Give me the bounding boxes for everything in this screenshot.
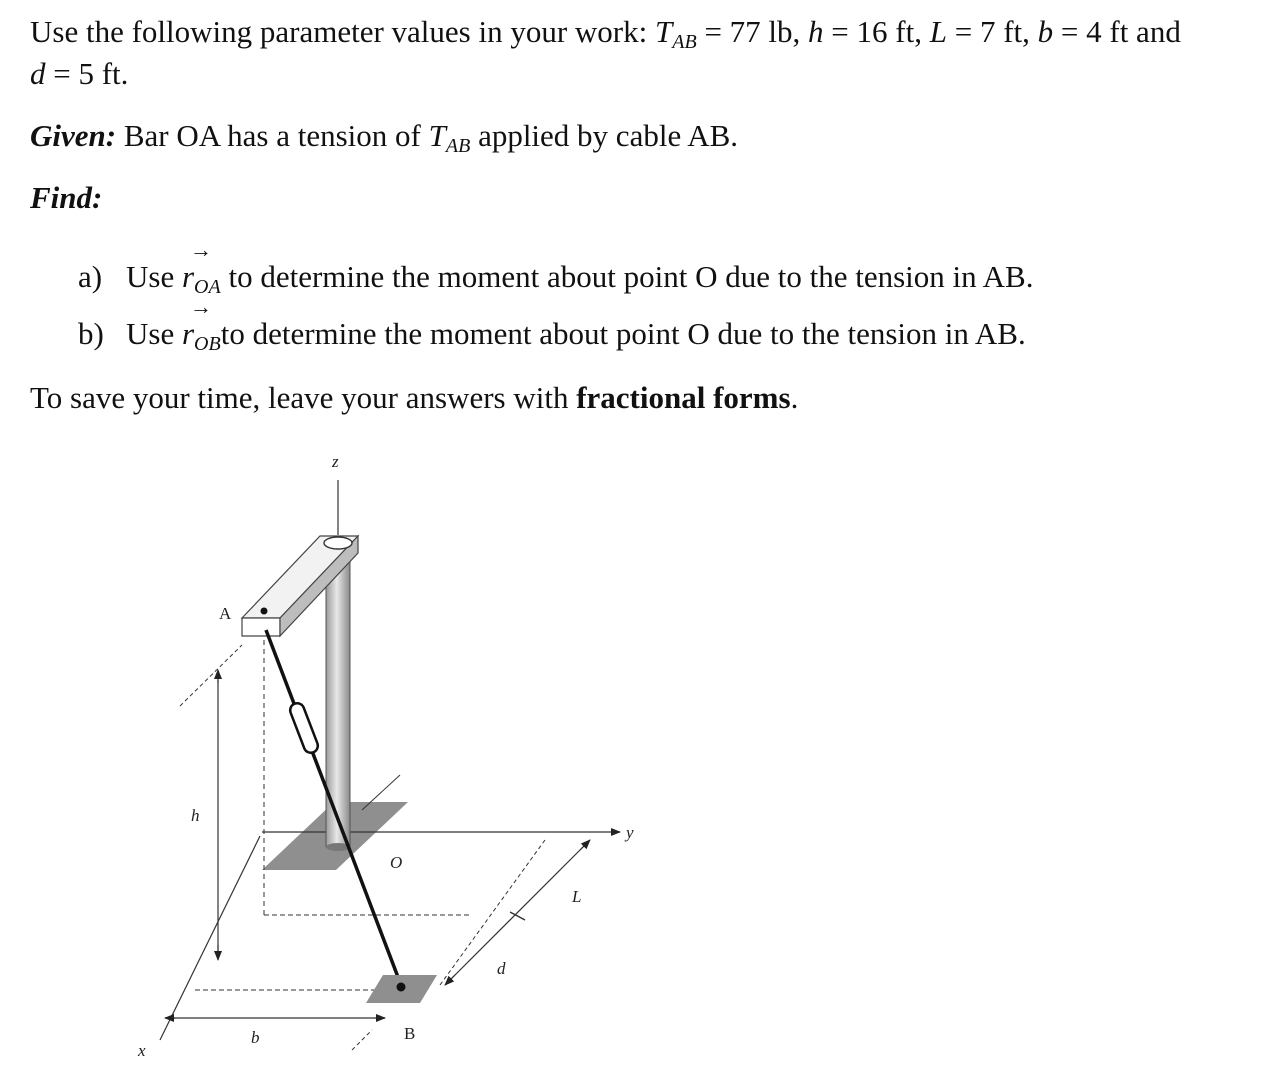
note-text-after: . (790, 380, 799, 415)
given-t-symbol: T (428, 118, 446, 153)
turnbuckle (288, 701, 320, 755)
given-t-subscript: AB (445, 135, 471, 157)
b-value: = 4 ft and (1053, 14, 1181, 49)
vertical-pole (326, 555, 350, 847)
b-symbol: b (1037, 14, 1054, 49)
d-symbol: d (30, 56, 46, 91)
point-b-dot (397, 983, 406, 992)
t-subscript: AB (672, 31, 697, 53)
t-symbol: T (655, 14, 673, 49)
item-b-prefix: Use (126, 316, 182, 351)
point-o-label: O (390, 853, 403, 872)
vector-arrow-icon: → (189, 294, 212, 319)
given-text-before: Bar OA has a tension of (116, 118, 429, 153)
given-label: Given: (30, 118, 117, 153)
y-axis-label: y (626, 823, 634, 842)
ground-dashed-diagonal (440, 840, 545, 985)
point-a-dot (261, 608, 268, 615)
vector-subscript-ob: OB (194, 333, 221, 355)
l-symbol: L (929, 14, 947, 49)
d-label: d (497, 959, 506, 978)
note-text-before: To save your time, leave your answers with (30, 380, 577, 415)
vector-r: r (181, 259, 195, 294)
vector-subscript-oa: OA (194, 276, 221, 298)
z-axis-label: z (332, 452, 339, 471)
x-axis (160, 836, 260, 1040)
h-symbol: h (808, 14, 824, 49)
t-value: = 77 lb, (696, 14, 809, 49)
h-extension-dashed (180, 645, 242, 706)
parameters-intro: Use the following parameter values in your work: (30, 14, 655, 49)
vector-arrow-icon: → (189, 237, 212, 262)
h-value: = 16 ft, (823, 14, 930, 49)
x-axis-label: x (138, 1041, 146, 1060)
find-label: Find: (30, 180, 103, 215)
l-dimension-line (445, 840, 590, 985)
pole-cap (324, 537, 352, 549)
bar-end-face (242, 618, 280, 636)
b-label: b (251, 1028, 260, 1047)
l-label: L (572, 887, 582, 906)
d-value: = 5 ft. (45, 56, 129, 91)
item-a-text: to determine the moment about point O due to the tension in AB. (220, 259, 1034, 294)
point-b-label: B (404, 1024, 416, 1043)
item-b-text: to determine the moment about point O due to the tension in AB. (220, 316, 1026, 351)
item-a-label: a) (78, 259, 103, 294)
item-a-prefix: Use (126, 259, 182, 294)
given-text-after: applied by cable AB. (470, 118, 739, 153)
point-a-label: A (219, 604, 232, 623)
vector-r: r (181, 316, 195, 351)
note-bold-text: fractional forms (576, 380, 791, 415)
b-extension-dashed (352, 1030, 372, 1050)
l-value: = 7 ft, (946, 14, 1038, 49)
l-arrow-top (580, 840, 590, 850)
item-b-label: b) (78, 316, 104, 351)
h-label: h (191, 806, 200, 825)
